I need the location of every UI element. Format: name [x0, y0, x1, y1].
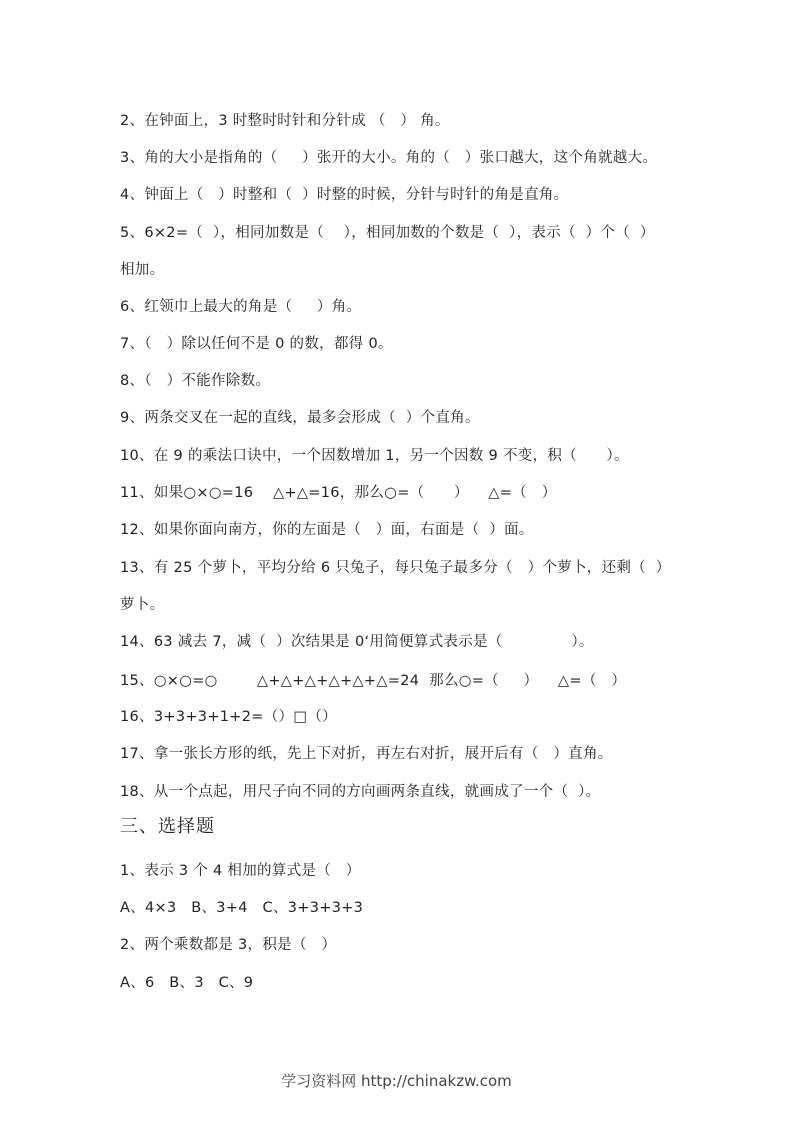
question-8: 8、（ ）不能作除数。	[120, 373, 271, 389]
question-6: 6、红领巾上最大的角是（ ）角。	[120, 299, 362, 315]
choice-question-2-options: A、6 B、3 C、9	[120, 975, 254, 991]
choice-question-1-options: A、4×3 B、3+4 C、3+3+3+3	[120, 900, 364, 916]
question-4: 4、钟面上（ ）时整和（ ）时整的时候，分针与时针的角是直角。	[120, 187, 569, 203]
question-11: 11、如果○×○=16 △+△=16，那么○=（ ） △=（ ）	[120, 485, 557, 501]
question-14: 14、63 减去 7，减（ ）次结果是 0‘用简便算式表示是（ ）。	[120, 634, 594, 650]
choice-question-1: 1、表示 3 个 4 相加的算式是（ ）	[120, 863, 361, 879]
question-13-line-1: 13、有 25 个萝卜，平均分给 6 只兔子，每只兔子最多分（ ）个萝卜，还剩（ ）	[120, 560, 671, 576]
question-5-line-1: 5、6×2=（ ），相同加数是（ ），相同加数的个数是（ ），表示（ ）个（ ）	[120, 225, 655, 241]
question-3: 3、角的大小是指角的（ ）张开的大小。角的（ ）张口越大，这个角就越大。	[120, 150, 658, 166]
choice-question-2: 2、两个乘数都是 3，积是（ ）	[120, 937, 337, 953]
question-7: 7、（ ）除以任何不是 0 的数，都得 0。	[120, 336, 393, 352]
question-17: 17、拿一张长方形的纸，先上下对折，再左右对折，展开后有（ ）直角。	[120, 746, 613, 762]
question-5-line-2: 相加。	[120, 262, 165, 278]
question-2: 2、在钟面上，3 时整时时针和分针成 （ ） 角。	[120, 113, 450, 129]
question-13-line-2: 萝卜。	[120, 597, 165, 613]
question-15: 15、○×○=○ △+△+△+△+△+△=24 那么○=（ ） △=（ ）	[120, 673, 627, 689]
question-18: 18、从一个点起，用尺子向不同的方向画两条直线，就画成了一个（ ）。	[120, 784, 601, 800]
question-9: 9、两条交叉在一起的直线，最多会形成（ ）个直角。	[120, 410, 480, 426]
question-12: 12、如果你面向南方，你的左面是（ ）面，右面是（ ）面。	[120, 522, 534, 538]
question-10: 10、在 9 的乘法口诀中，一个因数增加 1，另一个因数 9 不变，积（ ）。	[120, 448, 629, 464]
section-heading-choice: 三、选择题	[120, 816, 215, 837]
page-footer: 学习资料网 http://chinakzw.com	[281, 1072, 512, 1090]
question-16: 16、3+3+3+1+2=（）□（）	[120, 709, 337, 725]
